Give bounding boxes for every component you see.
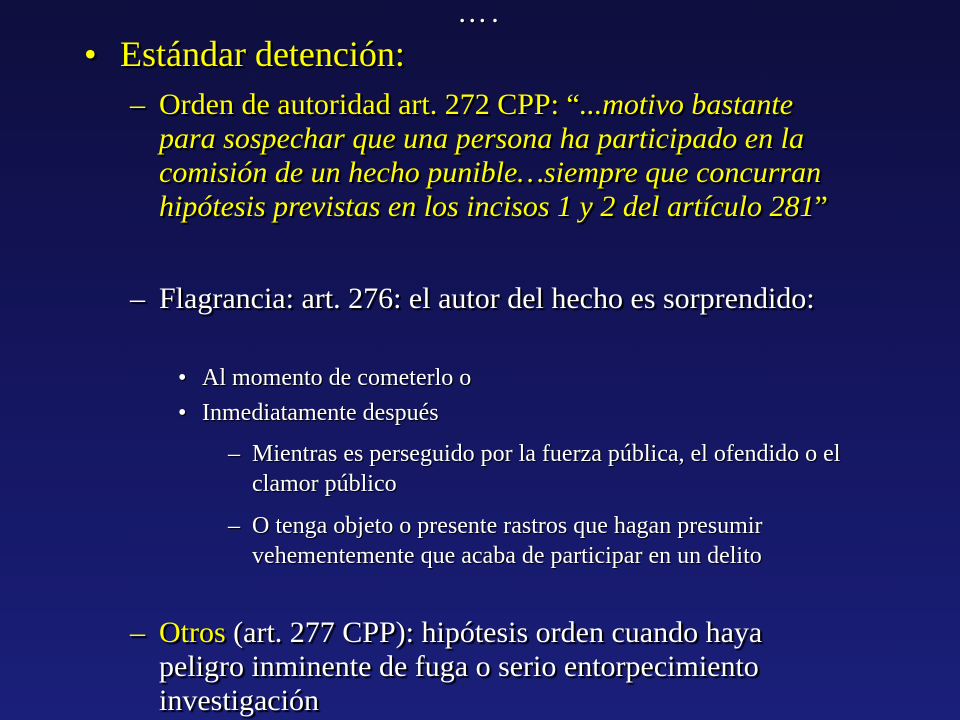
item-body — [159, 282, 850, 316]
subsub-item-rastros — [228, 511, 888, 571]
item-body — [159, 616, 850, 718]
list-item-otros — [130, 616, 850, 718]
heading-bullet-item — [84, 34, 405, 74]
item-lead-text: Otros — [159, 616, 234, 649]
item-lead-text: Flagrancia: — [159, 282, 302, 315]
list-item-orden-autoridad — [130, 88, 850, 224]
sub-item-al-momento — [178, 364, 471, 392]
slide-title: …. — [457, 0, 503, 29]
subsub-item-text: O tenga objeto o presente rastros que hagan presumir vehementemente que acaba de participar en un delito — [252, 513, 763, 569]
item-lead-text: Orden de autoridad art. 272 CPP: “ — [159, 88, 580, 121]
close-quote: ” — [814, 190, 828, 223]
dash-marker: – — [130, 616, 145, 649]
heading-text: Estándar detención: — [120, 34, 405, 74]
quoted-text: ...motivo bastante para sospechar que una persona ha participado en la comisión de un hecho punible…siempre que concurran hipótesis previstas en los incisos 1 y 2 del artículo 281 — [159, 88, 822, 223]
item-body — [159, 88, 850, 224]
sub-item-text: Al momento de cometerlo o — [202, 365, 472, 391]
subsub-item-perseguido — [228, 439, 888, 499]
subsub-item-text: Mientras es perseguido por la fuerza pública, el ofendido o el clamor público — [252, 441, 841, 497]
dash-marker: – — [228, 441, 240, 467]
sub-item-inmediatamente — [178, 399, 439, 427]
list-item-flagrancia — [130, 282, 850, 316]
dash-marker: – — [130, 88, 145, 121]
item-rest-text: (art. 277 CPP): hipótesis orden cuando haya peligro inminente de fuga o serio entorpecimiento investigación — [159, 616, 763, 717]
sub-item-text: Inmediatamente después — [202, 400, 439, 426]
bullet-marker: • — [84, 34, 97, 74]
dash-marker: – — [228, 513, 240, 539]
dash-marker: – — [130, 282, 145, 315]
bullet-marker: • — [178, 365, 187, 391]
item-rest-text: art. 276: el autor del hecho es sorprendido: — [301, 282, 815, 315]
bullet-marker: • — [178, 400, 187, 426]
